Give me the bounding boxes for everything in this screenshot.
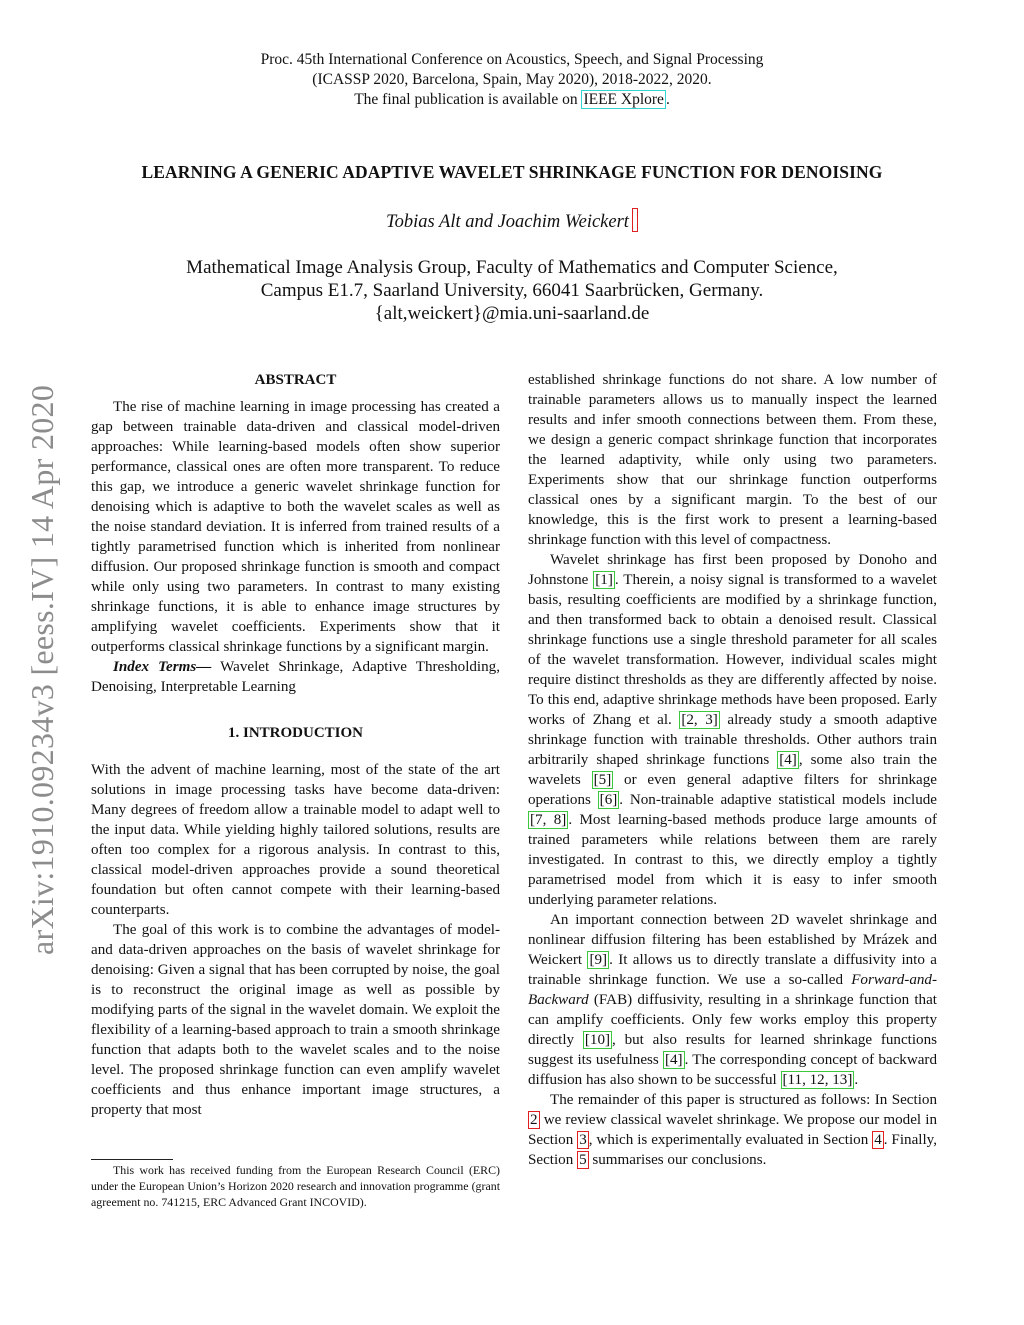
right-paragraph-1: established shrinkage functions do not share. A low number of trainable parameters allows us to manually inspect the learned results and infer smooth connections between them. From these, we design a generic compact shrinkage function that incorporates the learned adaptivity, while only using two parameters. Experiments show that our shrinkage function outperforms classical ones by a significant margin. To the best of our knowledge, this is the first work to present a learning-based shrinkage function with this level of compactness.: [528, 372, 937, 548]
intro-paragraph-2: The goal of this work is to combine the advantages of model- and data-driven approaches on the basis of wavelet shrinkage for denoising: Given a signal that has been corrupted by noise, the goal is to reconstruct the original image as well as possible by modifying parts of the signal in the wavelet domain. We exploit the flexibility of a learning-based approach to train a smooth shrinkage function that adapts both to the wavelet scales and to the noise level. The proposed shrinkage function can even amplify wavelet coefficients and thus enhance important image structures, a property that most: [91, 922, 500, 1118]
citation-link[interactable]: [6]: [599, 792, 618, 808]
ieee-xplore-link[interactable]: IEEE Xplore: [583, 91, 664, 108]
conference-note-line3: The final publication is available on IEEE Xplore .: [354, 91, 670, 108]
right-paragraph-3: An important connection between 2D wavelet shrinkage and nonlinear diffusion filtering has been established by Mrázek and Weickert [9] . It allows us to directly translate a diffusivity into a trainable shrinkage function. We use a so-called Forward-and-Backward (FAB) diffusivity, resulting in a shrinkage function that can amplify coefficients. Only few works employ this property directly [10] , but also results for learned shrinkage functions suggest its usefulness [4] . The corresponding concept of backward diffusion has also shown to be successful [11, 12, 13] .: [528, 912, 938, 1088]
citation-link[interactable]: [5]: [593, 772, 612, 788]
abstract-heading: ABSTRACT: [254, 372, 337, 388]
authors: Tobias Alt and Joachim Weickert: [0, 208, 1024, 233]
conference-note: [0, 50, 1024, 110]
introduction-heading: 1. INTRODUCTION: [227, 725, 363, 741]
index-terms: [91, 657, 500, 697]
right-column: [528, 370, 937, 1170]
footnote-divider: [91, 1159, 173, 1160]
abstract-text: The rise of machine learning in image processing has created a gap between trainable data-driven and classical model-driven approaches: While learning-based models often show superior performance, classical ones are often more transparent. To reduce this gap, we introduce a generic wavelet shrinkage function for denoising which is adaptive to both the wavelet scales as well as the noise standard deviation. It is inferred from trained results of a tightly parametrised function which is inherited from nonlinear diffusion. Our proposed shrinkage function is smooth and compact while only using two parameters. In contrast to many existing shrinkage functions, it is able to enhance image structures by amplifying wavelet coefficients. Experiments show that it outperforms classical shrinkage functions by a significant margin.: [91, 399, 500, 655]
citation-link[interactable]: [10]: [584, 1032, 611, 1048]
paper-title: LEARNING A GENERIC ADAPTIVE WAVELET SHRINKAGE FUNCTION FOR DENOISING: [141, 162, 883, 182]
conference-note-line1: Proc. 45th International Conference on Acoustics, Speech, and Signal Processing: [260, 51, 764, 68]
affiliation-email: {alt,weickert}@mia.uni-saarland.de: [374, 303, 650, 324]
conference-note-line2: (ICASSP 2020, Barcelona, Spain, May 2020), 2018-2022, 2020.: [312, 71, 712, 88]
affiliation: [0, 256, 1024, 325]
footnote-link-icon[interactable]: [632, 208, 638, 232]
citation-link[interactable]: [1]: [595, 572, 613, 588]
right-paragraph-2: Wavelet shrinkage has first been proposed by Donoho and Johnstone [1] . Therein, a noisy signal is transformed to a wavelet basis, resulting coefficients are modified by a shrinkage function, and then transformed back to obtain a denoised result. Classical shrinkage functions use a single threshold parameter for all scales of the wavelet transformation. However, individual scales might require distinct thresholds as they are differently affected by noise. To this end, adaptive shrinkage methods have been proposed. Early works of Zhang et al. [2, 3] already study a smooth adaptive shrinkage function with trainable thresholds. Other authors train arbitrarily shaped shrinkage functions [4] , some also train the wavelets [5] or even general adaptive filters for shrinkage operations [6] . Non-trainable adaptive statistical models include [7, 8] . Most learning-based methods produce large amounts of trained parameters while relations between them are rarely investigated. In contrast to this, we directly employ a tightly parametrised model from which it is easy to infer smooth underlying parameter relations.: [528, 552, 937, 908]
left-column: [91, 370, 500, 1120]
section-link[interactable]: 5: [579, 1152, 587, 1168]
citation-link[interactable]: [11, 12, 13]: [782, 1072, 853, 1088]
funding-footnote: This work has received funding from the European Research Council (ERC) under the European Union’s Horizon 2020 research and innovation programme (grant agreement no. 741215, ERC Advanced Grant INCOVID).: [91, 1163, 500, 1209]
citation-link[interactable]: [4]: [779, 752, 797, 768]
arxiv-identifier: arXiv:1910.09234v3 [eess.IV] 14 Apr 2020: [24, 384, 60, 955]
section-link[interactable]: 3: [579, 1132, 587, 1148]
citation-link[interactable]: [9]: [589, 952, 608, 968]
citation-link[interactable]: [7, 8]: [530, 812, 567, 828]
section-link[interactable]: 2: [530, 1112, 538, 1128]
section-link[interactable]: 4: [874, 1132, 882, 1148]
index-terms-label: Index Terms—: [113, 659, 212, 675]
citation-link[interactable]: [2, 3]: [681, 712, 718, 728]
citation-link[interactable]: [4]: [664, 1052, 683, 1068]
affiliation-line2: Campus E1.7, Saarland University, 66041 Saarbrücken, Germany.: [260, 280, 764, 301]
fab-term: Forward-and-Backward: [528, 972, 937, 1008]
right-paragraph-4: The remainder of this paper is structured as follows: In Section 2 we review classical wavelet shrinkage. We propose our model in Section 3 , which is experimentally evaluated in Section 4 . Finally, Section 5 summarises our conclusions.: [528, 1092, 937, 1168]
affiliation-line1: Mathematical Image Analysis Group, Faculty of Mathematics and Computer Science,: [186, 257, 838, 278]
intro-paragraph-1: With the advent of machine learning, most of the state of the art solutions in image processing tasks have become data-driven: Many degrees of freedom allow a trainable model to adapt well to the input data. While yielding highly tailored solutions, results are often too complex for a rigorous analysis. In contrast to this, classical model-driven approaches provide a sound theoretical foundation but often cannot compete with their learning-based counterparts.: [91, 762, 500, 918]
index-terms-text: Wavelet Shrinkage, Adaptive Thresholding, Denoising, Interpretable Learning: [91, 659, 500, 695]
